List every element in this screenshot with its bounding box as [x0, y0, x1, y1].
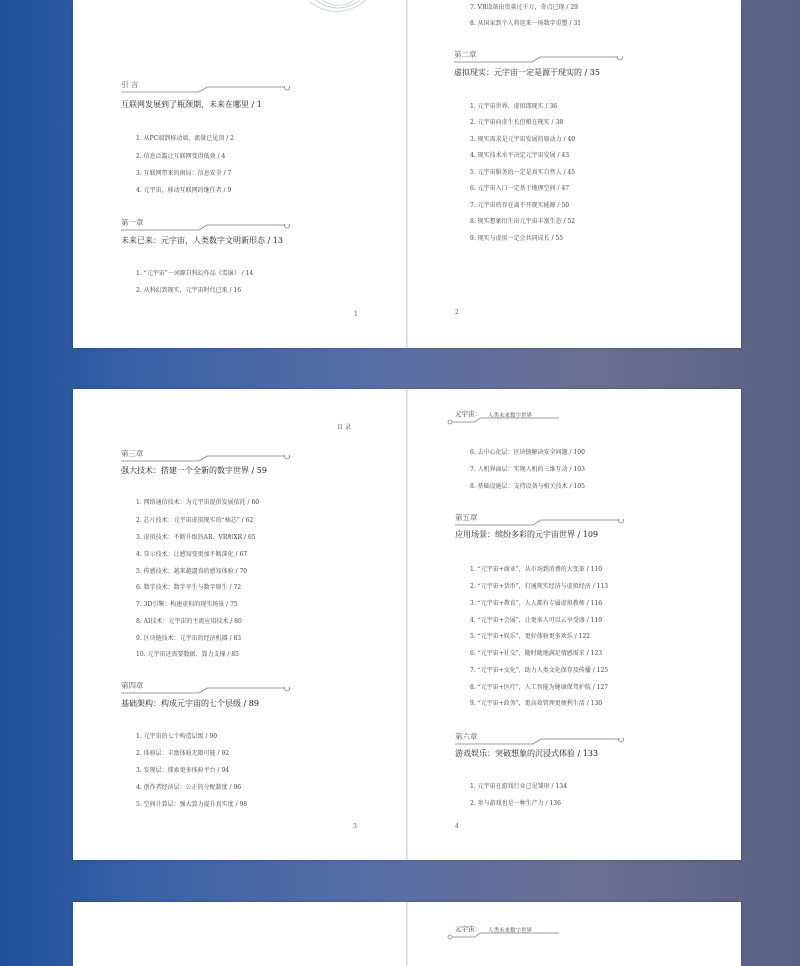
- running-head-rule: [447, 417, 562, 425]
- chapter-6-label: 第六章: [455, 732, 478, 741]
- section-rule: [121, 224, 291, 232]
- page-1: [73, 0, 407, 348]
- section-rule: [121, 455, 291, 463]
- running-head-rule: [447, 932, 562, 940]
- toc-item: 2. 从科幻到现实，元宇宙时代已来 / 16: [136, 287, 242, 294]
- page-2: [407, 0, 741, 348]
- toc-item: 3. “元宇宙+教育”，人人都有专属虚拟教师 / 116: [470, 600, 603, 607]
- section-rule: [454, 56, 624, 64]
- page-number: 3: [353, 823, 357, 830]
- toc-item: 8. 现实想象衍生出元宇宙丰富生态 / 52: [470, 218, 576, 225]
- toc-item: 4. 创作者经济层：公正的分配制度 / 96: [136, 784, 242, 791]
- page-number: 4: [455, 823, 459, 830]
- toc-item: 1. 元宇宙在游戏行业已见雏形 / 134: [470, 783, 567, 790]
- toc-item: 7. 元宇宙的存在离不开现实能源 / 50: [470, 202, 570, 209]
- book-spread-1: [73, 0, 741, 348]
- toc-item: 9. “元宇宙+政务”，更高效管理更便利生活 / 130: [470, 700, 603, 707]
- chapter-6-title: 游戏娱乐：突破想象的沉浸式体验 / 133: [455, 749, 599, 758]
- toc-item: 2. 信息泛滥让互联网变得低效 / 4: [136, 153, 226, 160]
- toc-item: 4. 显示技术：让感知变更加不断深化 / 67: [136, 551, 248, 558]
- toc-item: 3. 虚拟技术：不断升级的AR、VR和XR / 65: [136, 534, 256, 541]
- toc-item: 5. 传感技术：越来越逼真的感知体验 / 70: [136, 568, 248, 575]
- toc-item: 2. 体验层：丰富体验无限可能 / 92: [136, 750, 230, 757]
- section-rule: [455, 519, 625, 527]
- toc-item: 6. 元宇宙入口一定基于地理空间 / 47: [470, 185, 570, 192]
- running-head: [455, 924, 585, 940]
- chapter-3-title: 强大技术：搭建一个全新的数字世界 / 59: [121, 466, 267, 475]
- page-4: [407, 389, 741, 860]
- chapter-5-title: 应用场景：缤纷多彩的元宇宙世界 / 109: [455, 530, 599, 539]
- toc-item: 2. 参与游戏也是一种生产力 / 136: [470, 800, 561, 807]
- page-5: [73, 902, 407, 966]
- toc-item: 2. “元宇宙+货币”，打通现实经济与虚拟经济 / 113: [470, 583, 609, 590]
- toc-item: 6. 数字技术：数字孪生与数字原生 / 72: [136, 584, 242, 591]
- intro-title: 互联网发展到了瓶颈期，未来在哪里 / 1: [121, 100, 262, 109]
- toc-item: 7. 3D引擎：构建虚拟的现实场景 / 75: [136, 601, 238, 608]
- toc-item: 6. 去中心化层：区块链解决安全问题 / 100: [470, 449, 585, 456]
- toc-item: 2. 芯片技术：元宇宙虚拟现实的“核芯” / 62: [136, 517, 254, 524]
- toc-item: 3. 发现层：探索更多体验平台 / 94: [136, 767, 230, 774]
- toc-item: 1. 网络通信技术：为元宇宙提供发展依托 / 60: [136, 499, 260, 506]
- chapter-1-title: 未来已来：元宇宙，人类数字文明新形态 / 13: [121, 236, 283, 245]
- toc-item: 1. 元宇宙的七个构造层级 / 90: [136, 733, 218, 740]
- chapter-4-label: 第四章: [121, 681, 144, 690]
- toc-item: 10. 元宇宙还需要数据、算力支撑 / 85: [136, 651, 239, 658]
- intro-label: 引 言: [121, 80, 139, 89]
- toc-item: 9. 现实与虚拟一定会共同成长 / 55: [470, 235, 564, 242]
- toc-item: 8. AI技术：元宇宙的主流应用技术 / 80: [136, 618, 242, 625]
- chapter-1-label: 第一章: [121, 218, 144, 227]
- running-header: 目 录: [337, 424, 351, 431]
- toc-item: 7. 人机界面层：实现人机的三维互动 / 103: [470, 466, 585, 473]
- chapter-4-title: 基础架构：构成元宇宙的七个层级 / 89: [121, 699, 259, 708]
- chapter-2-label: 第二章: [454, 50, 477, 59]
- toc-item: 1. 从PC端到移动端，流量已见顶 / 2: [136, 135, 234, 142]
- toc-item: 5. 空间计算层：强大算力提升真实度 / 98: [136, 801, 248, 808]
- running-head-brand: 元宇宙：: [455, 410, 481, 418]
- running-head: [455, 409, 585, 425]
- toc-item: 6. “元宇宙+社交”，随时随地满足情感需求 / 123: [470, 650, 603, 657]
- toc-item: 4. “元宇宙+会展”，让更多人可以云享受盛 / 119: [470, 617, 603, 624]
- chapter-5-label: 第五章: [455, 513, 478, 522]
- toc-item: 1. 元宇宙世界，虚拟即现实 / 36: [470, 103, 558, 110]
- page-3: [73, 389, 407, 860]
- chapter-3-label: 第三章: [121, 449, 144, 458]
- toc-item: 5. “元宇宙+娱乐”，更好体验更多欢乐 / 122: [470, 633, 591, 640]
- toc-item: 7. “元宇宙+文化”，助力人类文化保存及传播 / 125: [470, 667, 609, 674]
- toc-item: 4. 现实技术水平决定元宇宙发展 / 43: [470, 152, 570, 159]
- toc-item: 4. 元宇宙，移动互联网的继任者 / 9: [136, 187, 232, 194]
- toc-item: 1. “元宇宙+商业”，从市场到消费的大变革 / 110: [470, 566, 603, 573]
- toc-item: 5. 元宇宙服务的一定是真实自然人 / 45: [470, 169, 576, 176]
- section-rule: [121, 86, 291, 94]
- toc-item: 8. “元宇宙+医疗”，人工智能为健康保驾护航 / 127: [470, 684, 609, 691]
- running-head-subtitle: 人类未来数字世界: [488, 928, 533, 934]
- section-rule: [121, 687, 291, 695]
- toc-item: 1. “元宇宙”一词源自科幻作品《雪崩》 / 14: [136, 270, 254, 277]
- toc-item: 2. 元宇宙向虚生长但根在现实 / 38: [470, 119, 564, 126]
- book-spread-3: [73, 902, 741, 966]
- toc-item: 8. 基础设施层：支持设备与相关技术 / 105: [470, 483, 585, 490]
- toc-item: 3. 现实需求是元宇宙发展的原动力 / 40: [470, 136, 576, 143]
- running-head-subtitle: 人类未来数字世界: [488, 413, 533, 419]
- toc-item: 8. 从国家到个人将迎来一场数字重塑 / 31: [470, 20, 582, 27]
- chapter-2-title: 虚拟现实：元宇宙一定是源于现实的 / 35: [454, 68, 600, 77]
- page-6: [407, 902, 741, 966]
- section-rule: [455, 738, 625, 746]
- page-number: 2: [455, 309, 459, 316]
- page-number: 1: [354, 311, 358, 318]
- toc-item: 9. 区块链技术：元宇宙的经济机器 / 83: [136, 635, 242, 642]
- toc-item: 3. 互联网带来的困局：信息安全 / 7: [136, 170, 232, 177]
- running-head-brand: 元宇宙：: [455, 925, 481, 933]
- toc-item: 7. VR设备出货量过千万，奇点已现 / 29: [470, 4, 578, 11]
- book-spread-2: [73, 389, 741, 860]
- decorative-arcs-icon: [308, 0, 368, 18]
